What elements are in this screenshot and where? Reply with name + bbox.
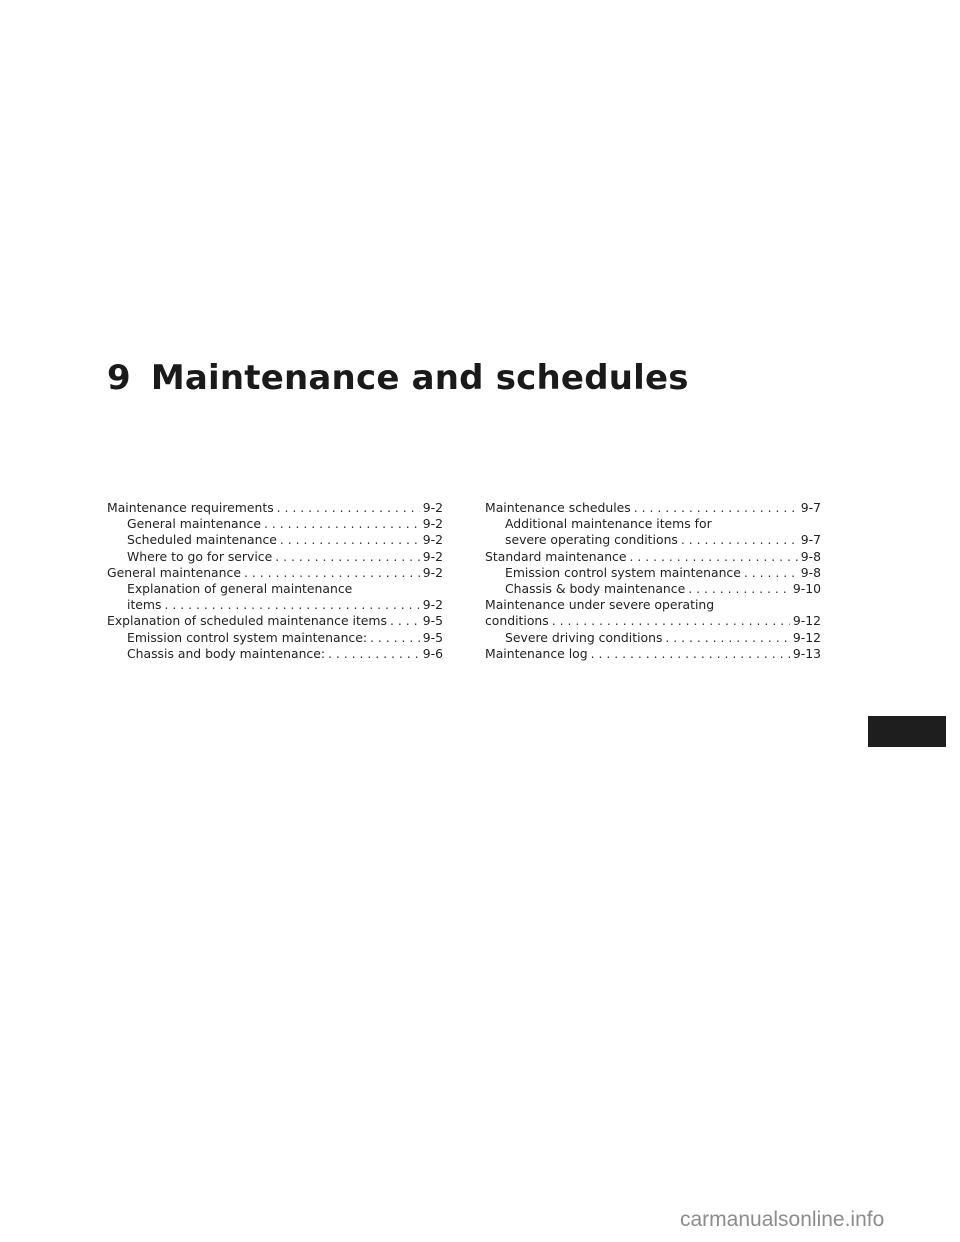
- toc-entry-title: Standard maintenance: [485, 548, 627, 564]
- chapter-number: 9: [107, 358, 131, 398]
- dot-leader: [277, 500, 420, 516]
- toc-entry[interactable]: [485, 532, 821, 548]
- dot-leader: [164, 597, 419, 613]
- dot-leader: [634, 500, 798, 516]
- toc-entry[interactable]: [107, 549, 443, 565]
- toc-left-column: [107, 500, 443, 662]
- toc-entry-page: 9-10: [792, 581, 821, 597]
- dot-leader: [244, 565, 420, 581]
- chapter-tab-marker: [868, 716, 946, 747]
- toc-right-column: [485, 500, 821, 662]
- toc-entry-page: 9-12: [792, 613, 821, 629]
- toc-entry[interactable]: [107, 613, 443, 629]
- toc-entry-page: 9-7: [800, 500, 821, 515]
- dot-leader: [744, 565, 798, 581]
- toc-entry-title: Where to go for service: [127, 548, 273, 564]
- dot-leader: [264, 516, 420, 532]
- dot-leader: [629, 549, 797, 565]
- toc-entry-title: Emission control system maintenance: [505, 564, 741, 580]
- toc-entry[interactable]: [485, 565, 821, 581]
- toc-entry-title: Maintenance schedules: [485, 500, 631, 515]
- toc-entry-title: General maintenance: [107, 564, 241, 580]
- toc-entry-page: 9-6: [422, 645, 443, 661]
- dot-leader: [280, 532, 420, 548]
- toc-entry-page: 9-5: [422, 613, 443, 629]
- toc-entry-title: Maintenance log: [485, 645, 588, 661]
- toc-entry-title: conditions: [485, 613, 549, 629]
- toc-entry-page: 9-2: [422, 564, 443, 580]
- toc-entry-page: 9-2: [422, 516, 443, 532]
- toc-entry[interactable]: [107, 646, 443, 662]
- dot-leader: [275, 549, 420, 565]
- toc-entry[interactable]: [485, 630, 821, 646]
- dot-leader: [681, 532, 798, 548]
- toc-entry[interactable]: [107, 532, 443, 548]
- toc-entry-page: 9-13: [792, 645, 821, 661]
- dot-leader: [552, 613, 790, 629]
- toc-entry-page: 9-2: [422, 548, 443, 564]
- chapter-title: [107, 358, 689, 398]
- toc-entry-page: 9-7: [800, 532, 821, 548]
- toc-entry[interactable]: [107, 516, 443, 532]
- toc-entry[interactable]: [485, 613, 821, 629]
- toc-entry-title: General maintenance: [127, 516, 261, 532]
- toc-entry[interactable]: [485, 500, 821, 516]
- toc-entry-title: Maintenance requirements: [107, 500, 274, 515]
- watermark: carmanualsonline.info: [680, 1208, 885, 1231]
- toc-entry-title: items: [127, 597, 162, 613]
- chapter-name: Maintenance and schedules: [150, 358, 689, 398]
- toc-entry-page: 9-12: [792, 629, 821, 645]
- toc-entry-page: 9-8: [800, 564, 821, 580]
- dot-leader: [665, 630, 789, 646]
- toc-entry-title: Chassis and body maintenance:: [127, 645, 326, 661]
- dot-leader: [591, 646, 790, 662]
- toc-entry-page: 9-2: [422, 597, 443, 613]
- toc-entry-line1[interactable]: Additional maintenance items for: [505, 516, 712, 532]
- toc-entry-page: 9-2: [422, 500, 443, 515]
- toc-entry[interactable]: [107, 500, 443, 516]
- dot-leader: [328, 646, 420, 662]
- toc-entry-title: Emission control system maintenance:: [127, 629, 368, 645]
- dot-leader: [370, 630, 420, 646]
- dot-leader: [390, 613, 420, 629]
- toc-entry-page: 9-8: [800, 548, 821, 564]
- toc-entry-title: severe operating conditions: [505, 532, 678, 548]
- toc-entry-title: Explanation of scheduled maintenance items: [107, 613, 387, 629]
- toc-entry-title: Scheduled maintenance: [127, 532, 277, 548]
- toc-entry-title: Chassis & body maintenance: [505, 581, 686, 597]
- toc-entry-page: 9-2: [422, 532, 443, 548]
- toc-entry[interactable]: [107, 565, 443, 581]
- toc-entry-line1[interactable]: Explanation of general maintenance: [127, 581, 353, 597]
- toc-entry-line1[interactable]: Maintenance under severe operating: [485, 597, 715, 613]
- toc-entry[interactable]: [485, 549, 821, 565]
- toc-entry[interactable]: [485, 581, 821, 597]
- toc-entry-page: 9-5: [422, 629, 443, 645]
- toc-entry[interactable]: [485, 646, 821, 662]
- toc-entry[interactable]: [107, 597, 443, 613]
- dot-leader: [688, 581, 790, 597]
- toc-entry[interactable]: [107, 630, 443, 646]
- toc-entry-title: Severe driving conditions: [505, 629, 663, 645]
